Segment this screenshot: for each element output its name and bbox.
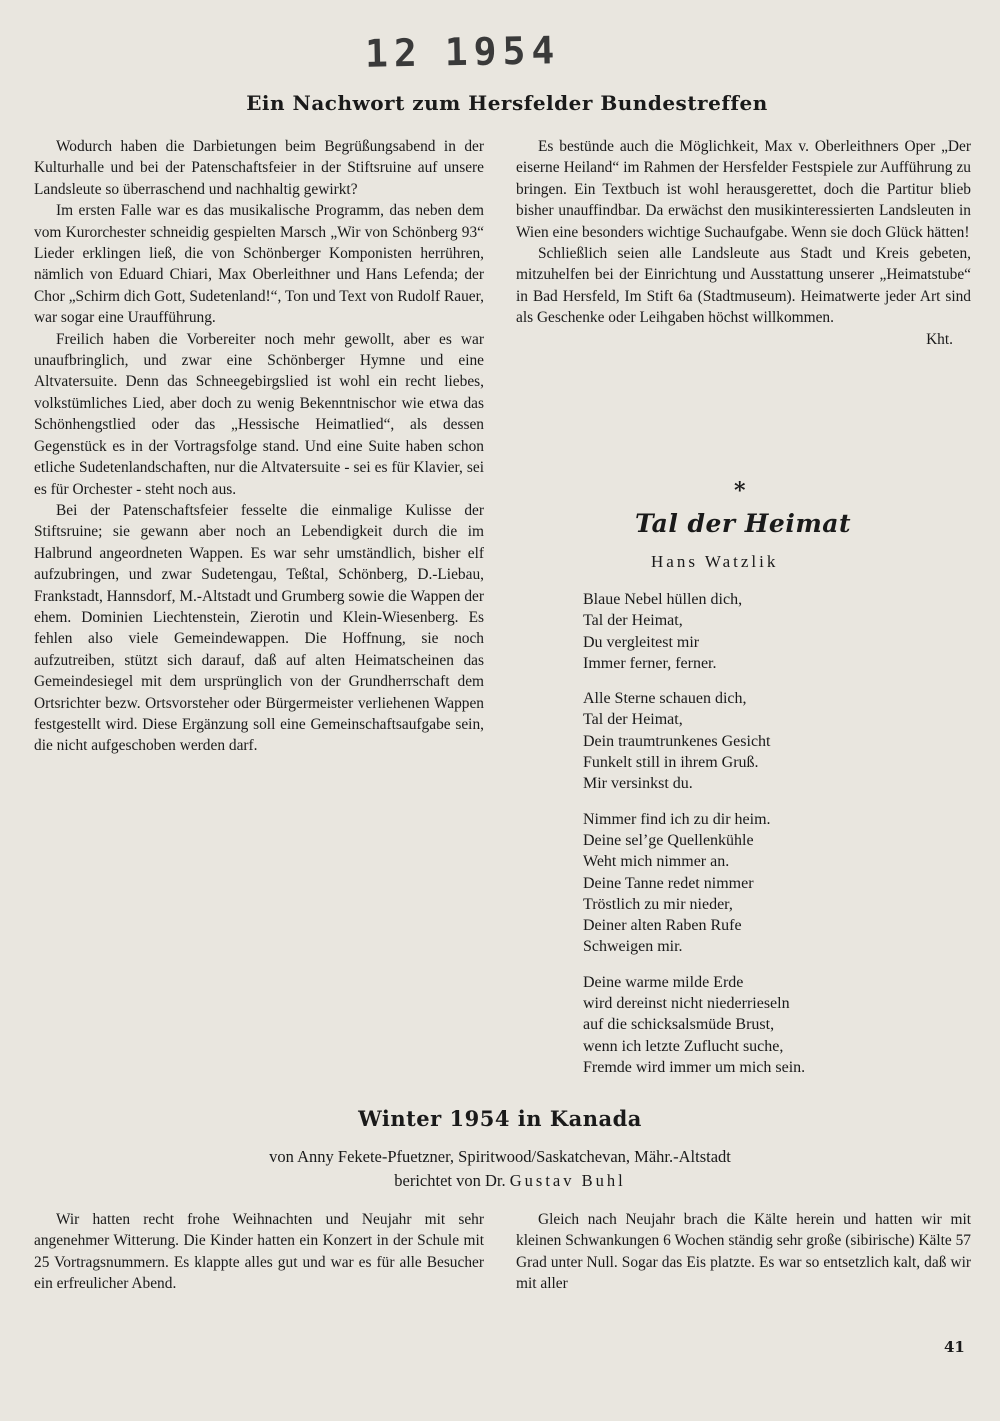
poem-author: Hans Watzlik [651,552,779,571]
poem-line: Immer ferner, ferner. [583,654,717,672]
poem-line: Tal der Heimat, [583,711,683,729]
author-signature: Kht. [926,330,953,348]
article2-reporter [0,1171,1000,1191]
reporter-name: Gustav Buhl [509,1171,626,1190]
poem-line: Deine Tanne redet nimmer [583,874,754,892]
poem-line: Fremde wird immer um mich sein. [583,1058,806,1076]
section-separator: * [734,478,746,504]
poem-line: Mir versinkst du. [583,775,693,793]
paragraph: Gleich nach Neujahr brach die Kälte herein und hatten wir mit kleinen Schwankungen 6 Wochen ständig sehr große (sibirische) Kälte 57 Grad unter Null. Sogar das Eis platzte. Es war so entsetzlich kalt, daß wir mit aller [516,1211,971,1293]
stamp-number: 12 [364,30,424,76]
paragraph: Im ersten Falle war es das musikalische Programm, das neben dem vom Kurorchester schneidig gespielten Marsch „Wir von Schönberg 93“ Lieder erklingen ließ, die von Schönberger Komponisten herrühren, nämlich von Eduard Chiari, Max Oberleithner und Hans Lefenda; der Chor „Schirm dich Gott, Sudetenland!“, Ton und Text von Rudolf Rauer, war sogar eine Uraufführung. [34,202,484,327]
poem-line: Tal der Heimat, [583,612,683,630]
paragraph: Wir hatten recht frohe Weihnachten und Neujahr mit sehr angenehmer Witterung. Die Kinder hatten ein Konzert in der Schule mit 25 Vortragsnummern. Es klappte alles gut und war es für alle Besucher ein erfreulicher Abend. [34,1211,484,1293]
poem-stanza [583,589,923,674]
poem-line: auf die schicksalsmüde Brust, [583,1016,775,1034]
reporter-prefix: berichtet von Dr. [394,1171,506,1190]
article-title-bundestreffen: Ein Nachwort zum Hersfelder Bundestreffen [246,91,768,115]
paragraph: Wodurch haben die Darbietungen beim Begrüßungsabend in der Kulturhalle und bei der Patenschaftsfeier in der Stiftsruine auf unsere Landsleute so überraschend und nachhaltig gewirkt? [34,138,484,198]
poem-line: Schweigen mir. [583,938,683,956]
poem-line: Alle Sterne schauen dich, [583,690,747,708]
poem-line: Nimmer find ich zu dir heim. [583,810,771,828]
paragraph: Es bestünde auch die Möglichkeit, Max v. Oberleithners Oper „Der eiserne Heiland“ im Rahmen der Hersfelder Festspiele zur Aufführung zu bringen. Ein Textbuch ist wohl herausgerettet, doch die Partitur blieb bisher unauffindbar. Da erwächst den musikinteressierten Landsleuten in Wien eine besonders wichtige Suchaufgabe. Wenn sie doch Glück hätten! [516,138,971,241]
poem-stanza [583,688,923,794]
poem-line: Du vergleitest mir [583,633,700,651]
article1-left-column [34,136,484,757]
article-title-kanada: Winter 1954 in Kanada [358,1106,642,1131]
paragraph: Bei der Patenschaftsfeier fesselte die einmalige Kulisse der Stiftsruine; sie gewann aber noch an Lebendigkeit durch die im Halbrund angeordneten Wappen. Es war sehr umständlich, bisher elf aufzubringen, und zwar Sudetengau, Teßtal, Schönberg, D.-Liebau, Frankstadt, Hannsdorf, M.-Altstadt und Grumberg sowie die Wappen der ehem. Dominien Liechtenstein, Zierotin und Klein-Wiesenberg. Es fehlen also viele Gemeindewappen. Die Hoffnung, sie noch aufzutreiben, stützt sich darauf, daß auf alten Heimatscheinen das Gemeindesiegel mit dem ursprünglich von der Grundherrschaft dem Ortsrichter bezw. Ortsvorsteher oder Bürgermeister verliehenen Wappen festgestellt wird. Diese Ergänzung soll eine Gemeinschaftsaufgabe sein, die nicht aufgeschoben werden darf. [34,501,484,755]
archive-date-stamp [365,28,561,75]
poem-line: Tröstlich zu mir nieder, [583,895,733,913]
page-number: 41 [944,1338,965,1356]
article2-left-column [34,1209,484,1295]
article1-right-column [516,136,971,350]
poem-body [583,589,923,1092]
article2-right-column [516,1209,971,1295]
poem-line: wird dereinst nicht niederrieseln [583,995,790,1013]
poem-line: Dein traumtrunkenes Gesicht [583,732,771,750]
paragraph: Freilich haben die Vorbereiter noch mehr gewollt, aber es war unaufbringlich, und zwar eine Schönberger Hymne und eine Altvatersuite. Denn das Schneegebirgslied ist wohl ein recht liebes, volkstümliches Lied, aber doch zu wenig Bekenntnischor wie etwa das Schönhengstlied oder das „Hessische Heimatlied“, als dessen Gegenstück es in der Vortragsfolge stand. Und eine Suite haben schon etliche Sudetenlandschaften, nur die Altvatersuite - sei es für Klavier, sei es für Orchester - steht noch aus. [34,330,484,498]
poem-stanza [583,972,923,1078]
poem-line: Weht mich nimmer an. [583,853,730,871]
article2-byline: von Anny Fekete-Pfuetzner, Spiritwood/Saskatchevan, Mähr.-Altstadt [269,1147,731,1166]
poem-line: Deine warme milde Erde [583,973,744,991]
poem-line: Funkelt still in ihrem Gruß. [583,754,759,772]
poem-line: Deiner alten Raben Rufe [583,917,742,935]
poem-line: Blaue Nebel hüllen dich, [583,591,743,608]
poem-title: Tal der Heimat [634,509,852,538]
poem-line: Deine sel’ge Quellenkühle [583,831,754,849]
stamp-year: 1954 [444,28,561,75]
poem-line: wenn ich letzte Zuflucht suche, [583,1037,784,1055]
poem-stanza [583,809,923,958]
paragraph: Schließlich seien alle Landsleute aus Stadt und Kreis gebeten, mitzuhelfen bei der Einrichtung und Ausstattung unserer „Heimatstube“ in Bad Hersfeld, Im Stift 6a (Stadtmuseum). Heimatwerte jeder Art sind als Geschenke oder Leihgaben höchst willkommen. [516,245,971,327]
